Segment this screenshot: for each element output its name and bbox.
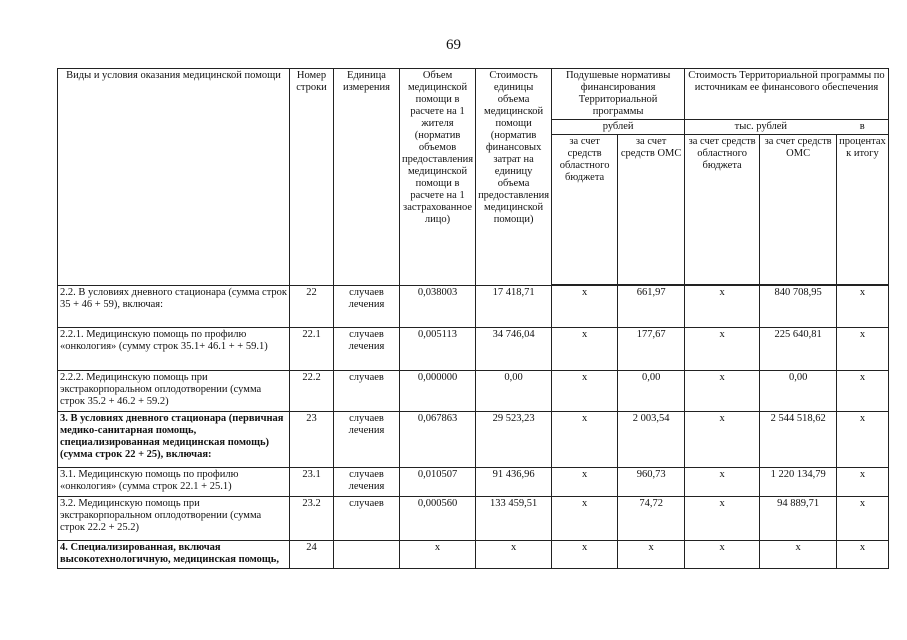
header-volume: Объем медицинской помощи в расчете на 1 жителя (норматив объемов предоставления медицинской помощи в расчете на 1 застрахованное лицо)	[400, 69, 476, 286]
header-unit-thousand-rubles: тыс. рублей	[685, 120, 837, 135]
row-cost: 17 418,71	[476, 286, 552, 328]
row-percent: x	[837, 541, 889, 569]
row-unit: случаев лечения	[334, 328, 400, 371]
row-name: 2.2.1. Медицинскую помощь по профилю «онкология» (сумму строк 35.1+ 46.1 + + 59.1)	[58, 328, 290, 371]
row-name: 4. Специализированная, включая высокотехнологичную, медицинская помощь,	[58, 541, 290, 569]
row-cost-oms: 225 640,81	[760, 328, 837, 371]
row-per-capita-oms: 177,67	[618, 328, 685, 371]
row-percent: x	[837, 328, 889, 371]
row-per-capita-oms: 74,72	[618, 497, 685, 541]
row-cost: 29 523,23	[476, 412, 552, 468]
row-number: 23.2	[290, 497, 334, 541]
row-per-capita-budget: x	[552, 541, 618, 569]
table-row	[58, 412, 889, 468]
header-per-capita-budget: за счет средств областного бюджета	[552, 135, 618, 285]
row-cost-budget: x	[685, 541, 760, 569]
header-cost: Стоимость единицы объема медицинской помощи (норматив финансовых затрат на единицу объема предоставления медицинской помощи)	[476, 69, 552, 286]
row-percent: x	[837, 371, 889, 412]
row-per-capita-oms: 0,00	[618, 371, 685, 412]
row-volume: 0,038003	[400, 286, 476, 328]
header-unit-rubles: рублей	[552, 120, 685, 135]
row-cost-budget: x	[685, 497, 760, 541]
header-unit: Единица измерения	[334, 69, 400, 286]
row-number: 23	[290, 412, 334, 468]
row-number: 24	[290, 541, 334, 569]
row-unit: случаев	[334, 371, 400, 412]
row-percent: x	[837, 286, 889, 328]
row-per-capita-budget: x	[552, 286, 618, 328]
row-per-capita-budget: x	[552, 497, 618, 541]
page-number: 69	[446, 37, 461, 53]
row-cost-oms: 94 889,71	[760, 497, 837, 541]
row-cost-budget: x	[685, 468, 760, 497]
row-unit: случаев	[334, 497, 400, 541]
row-name: 2.2.2. Медицинскую помощь при экстракорпоральном оплодотворении (сумма строк 35.2 + 46.2 + 59.2)	[58, 371, 290, 412]
row-cost-budget: x	[685, 286, 760, 328]
header-per-capita: Подушевые нормативы финансирования Территориальной программы	[552, 69, 685, 120]
row-percent: x	[837, 412, 889, 468]
row-unit: случаев лечения	[334, 468, 400, 497]
financing-table	[57, 68, 889, 569]
row-per-capita-oms: 960,73	[618, 468, 685, 497]
row-volume: 0,005113	[400, 328, 476, 371]
row-number: 23.1	[290, 468, 334, 497]
row-per-capita-budget: x	[552, 371, 618, 412]
row-cost-oms: 2 544 518,62	[760, 412, 837, 468]
header-kinds: Виды и условия оказания медицинской помощи	[58, 69, 290, 286]
header-percent: процентах к итогу	[837, 135, 889, 285]
row-number: 22	[290, 286, 334, 328]
row-number: 22.2	[290, 371, 334, 412]
row-cost: 91 436,96	[476, 468, 552, 497]
row-cost: 133 459,51	[476, 497, 552, 541]
row-cost-budget: x	[685, 371, 760, 412]
row-per-capita-oms: 661,97	[618, 286, 685, 328]
row-name: 3.1. Медицинскую помощь по профилю «онкология» (сумма строк 22.1 + 25.1)	[58, 468, 290, 497]
row-number: 22.1	[290, 328, 334, 371]
row-cost: x	[476, 541, 552, 569]
row-per-capita-oms: x	[618, 541, 685, 569]
header-program-cost: Стоимость Территориальной программы по источникам ее финансового обеспечения	[685, 69, 889, 120]
row-per-capita-budget: x	[552, 468, 618, 497]
table-row	[58, 371, 889, 412]
row-volume: 0,000560	[400, 497, 476, 541]
row-name: 3. В условиях дневного стационара (первичная медико-санитарная помощь, специализированная медицинская помощь) (сумма строк 22 + 25), включая:	[58, 412, 290, 468]
row-cost-oms: x	[760, 541, 837, 569]
header-row-1	[58, 69, 889, 120]
row-per-capita-oms: 2 003,54	[618, 412, 685, 468]
header-cost-budget: за счет средств областного бюджета	[685, 135, 760, 285]
header-cost-oms: за счет средств ОМС	[760, 135, 837, 285]
header-row-number: Номер строки	[290, 69, 334, 286]
row-volume: 0,000000	[400, 371, 476, 412]
row-unit: случаев лечения	[334, 412, 400, 468]
row-cost-oms: 0,00	[760, 371, 837, 412]
row-name: 2.2. В условиях дневного стационара (сумма строк 35 + 46 + 59), включая:	[58, 286, 290, 328]
table-row	[58, 497, 889, 541]
table-row	[58, 328, 889, 371]
table-row	[58, 468, 889, 497]
header-per-capita-oms: за счет средств ОМС	[618, 135, 685, 285]
row-unit: случаев лечения	[334, 286, 400, 328]
row-per-capita-budget: x	[552, 412, 618, 468]
row-percent: x	[837, 497, 889, 541]
row-cost-budget: x	[685, 328, 760, 371]
row-per-capita-budget: x	[552, 328, 618, 371]
header-unit-in: в	[837, 120, 889, 135]
row-volume: 0,010507	[400, 468, 476, 497]
row-cost-oms: 840 708,95	[760, 286, 837, 328]
row-name: 3.2. Медицинскую помощь при экстракорпоральном оплодотворении (сумма строк 22.2 + 25.2)	[58, 497, 290, 541]
table-row	[58, 541, 889, 569]
row-percent: x	[837, 468, 889, 497]
table-row	[58, 286, 889, 328]
row-cost: 34 746,04	[476, 328, 552, 371]
row-cost: 0,00	[476, 371, 552, 412]
row-volume: x	[400, 541, 476, 569]
row-volume: 0,067863	[400, 412, 476, 468]
row-cost-budget: x	[685, 412, 760, 468]
row-cost-oms: 1 220 134,79	[760, 468, 837, 497]
row-unit	[334, 541, 400, 569]
